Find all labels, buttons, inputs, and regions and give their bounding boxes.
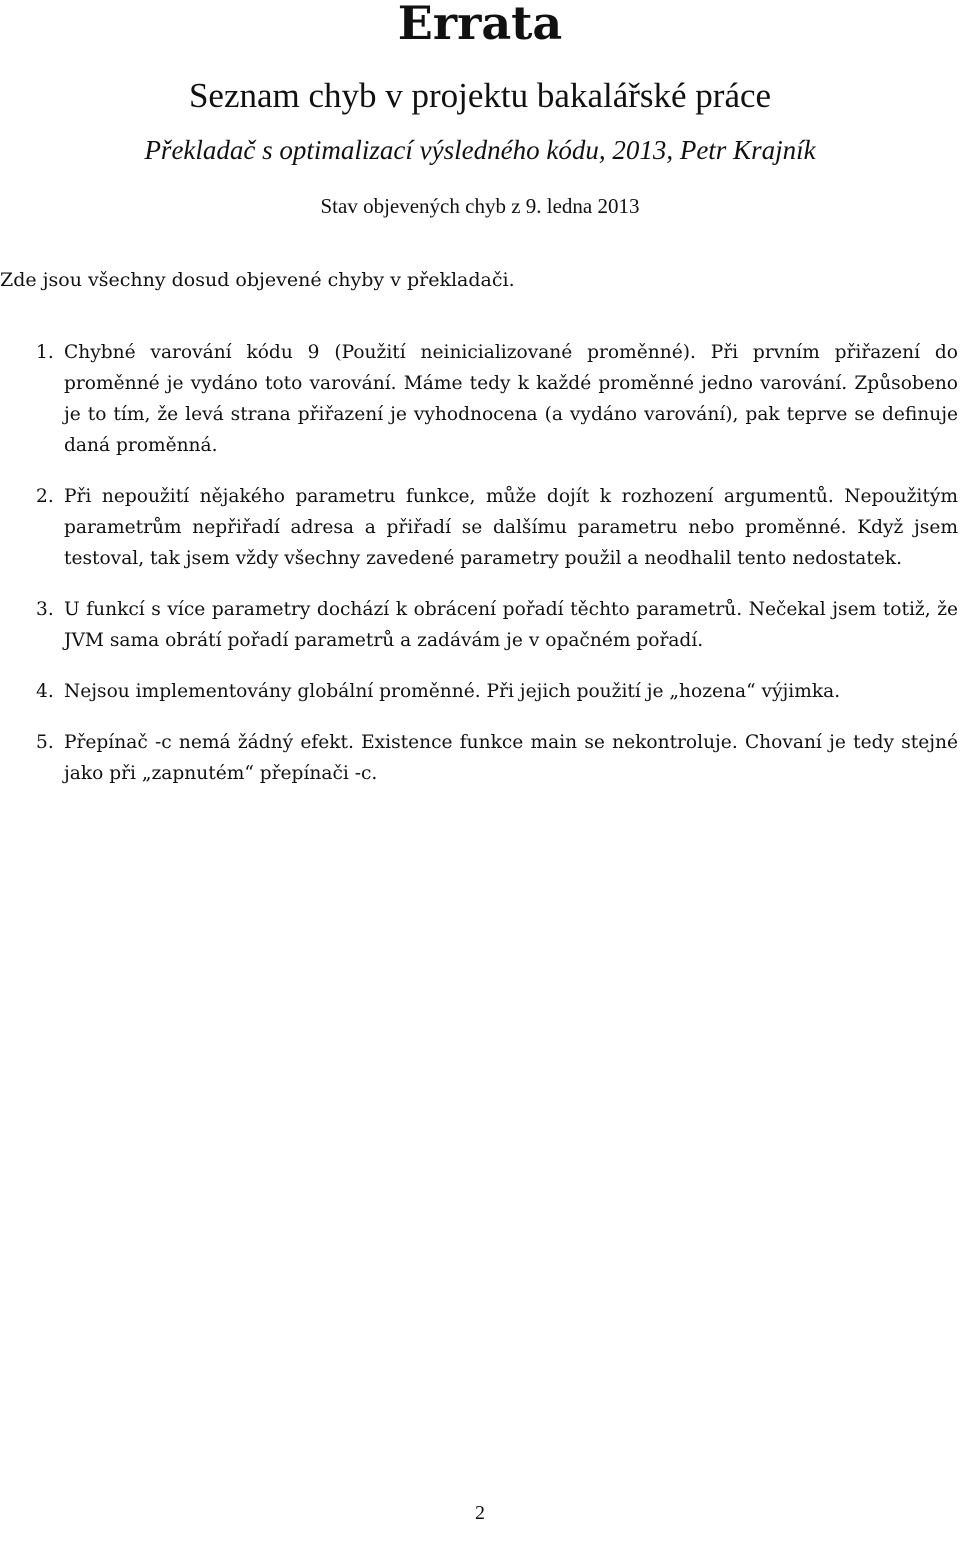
errata-item-number: 3. bbox=[36, 599, 54, 620]
errata-item-2 bbox=[0, 481, 960, 574]
errata-item-4 bbox=[0, 676, 960, 707]
document-meta: Překladač s optimalizací výsledného kódu, 2013, Petr Krajník bbox=[144, 135, 816, 165]
errata-item-number: 1. bbox=[36, 342, 54, 363]
errata-item-text: Nejsou implementovány globální proměnné. Při jejich použití je „hozena“ výjimka. bbox=[64, 681, 841, 702]
errata-item-text: U funkcí s více parametry dochází k obrácení pořadí těchto parametrů. Nečekal jsem totiž, že JVM sama obrátí pořadí parametrů a zadávám je v opačném pořadí. bbox=[64, 599, 958, 651]
errata-item-text: Chybné varování kódu 9 (Použití neinicializované proměnné). Při prvním přiřazení do proměnné je vydáno toto varování. Máme tedy k každé proměnné jedno varování. Způsobeno je to tím, že levá strana přiřazení je vyhodnocena (a vydáno varování), pak teprve se definuje daná proměnná. bbox=[64, 342, 958, 456]
errata-item-5 bbox=[0, 727, 960, 789]
errata-list bbox=[0, 337, 960, 809]
status-date: Stav objevených chyb z 9. ledna 2013 bbox=[320, 194, 640, 218]
errata-item-number: 2. bbox=[36, 486, 54, 507]
errata-item-3 bbox=[0, 594, 960, 656]
errata-item-text: Při nepoužití nějakého parametru funkce, může dojít k rozhození argumentů. Nepoužitým parametrům nepřiřadí adresa a přiřadí se dalšímu parametru nebo proměnné. Když jsem testoval, tak jsem vždy všechny zavedené parametry použil a neodhalil tento nedostatek. bbox=[64, 486, 958, 569]
errata-item-1 bbox=[0, 337, 960, 461]
errata-item-text: Přepínač -c nemá žádný efekt. Existence funkce main se nekontroluje. Chovaní je tedy stejné jako při „zapnutém“ přepínači -c. bbox=[64, 732, 958, 784]
document-title: Errata bbox=[397, 0, 563, 50]
errata-item-number: 4. bbox=[36, 681, 54, 702]
errata-item-number: 5. bbox=[36, 732, 54, 753]
page-number: 2 bbox=[475, 1502, 485, 1524]
intro-paragraph: Zde jsou všechny dosud objevené chyby v překladači. bbox=[0, 269, 515, 291]
document-subtitle: Seznam chyb v projektu bakalářské práce bbox=[188, 76, 772, 115]
